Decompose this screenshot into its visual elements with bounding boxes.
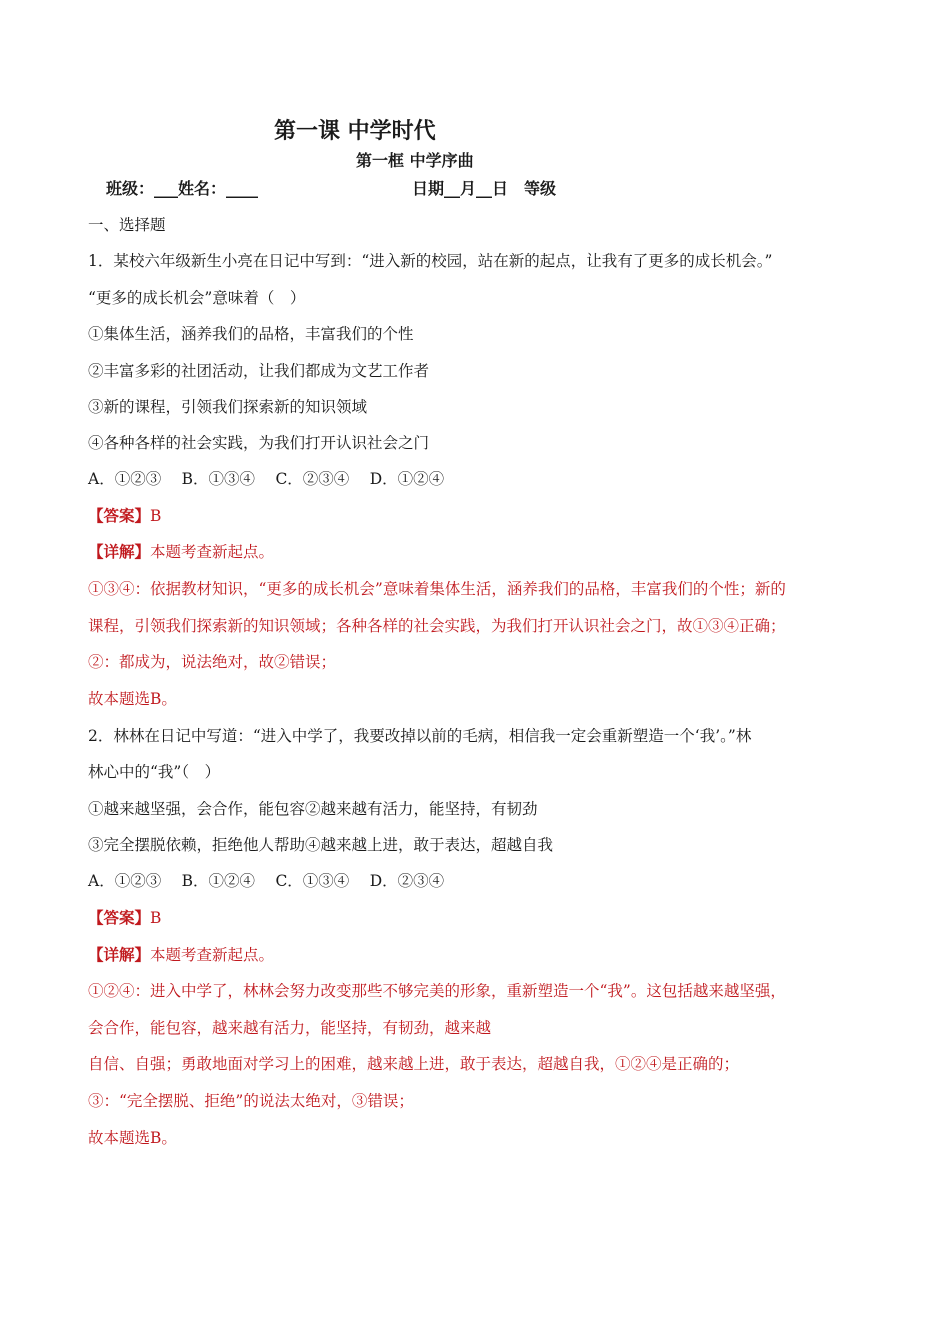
q2-choices: A．①②③ B．①②④ C．①③④ D．②③④ <box>88 872 445 890</box>
q2-explanation-line2: 会合作，能包容，越来越有活力，能坚持，有韧劲，越来越 <box>88 1019 492 1037</box>
q1-explanation-line2: 课程，引领我们探索新的知识领域；各种各样的社会实践，为我们打开认识社会之门，故①③④正确； <box>88 617 786 635</box>
date-grade-line: 日期__月__日 等级 <box>412 179 557 198</box>
q1-detail-tag: 【详解】 <box>88 542 151 561</box>
q1-explanation-line1: ①③④：依据教材知识，“更多的成长机会”意味着集体生活，涵养我们的品格，丰富我们的个性；新的 <box>88 580 786 598</box>
q1-answer <box>88 505 161 527</box>
q1-conclusion: 故本题选B。 <box>88 690 177 708</box>
q1-stem-line2: “更多的成长机会”意味着（ ） <box>88 289 306 307</box>
q2-answer <box>88 907 161 929</box>
q1-option-1: ①集体生活，涵养我们的品格，丰富我们的个性 <box>88 325 414 343</box>
page-title: 第一课 中学时代 <box>274 118 436 144</box>
q1-option-3: ③新的课程，引领我们探索新的知识领域 <box>88 398 368 416</box>
q1-explanation-line3: ②：都成为，说法绝对，故②错误； <box>88 653 337 671</box>
q1-option-2: ②丰富多彩的社团活动，让我们都成为文艺工作者 <box>88 362 430 380</box>
q2-stem-line1: 2．林林在日记中写道：“进入中学了，我要改掉以前的毛病，相信我一定会重新塑造一个‘我’。”林 <box>88 727 752 745</box>
q2-detail <box>88 944 274 966</box>
q2-conclusion: 故本题选B。 <box>88 1129 177 1147</box>
section-heading: 一、选择题 <box>88 216 166 234</box>
q1-answer-value: B <box>150 507 162 525</box>
q2-explanation-line3: 自信、自强；勇敢地面对学习上的困难，越来越上进，敢于表达，超越自我，①②④是正确的； <box>88 1055 740 1073</box>
q1-stem-line1: 1．某校六年级新生小亮在日记中写到：“进入新的校园，站在新的起点，让我有了更多的成长机会。” <box>88 252 773 270</box>
q2-stem-line2: 林心中的“我”（ ） <box>88 763 221 781</box>
q2-answer-tag: 【答案】 <box>88 908 151 927</box>
q2-answer-value: B <box>150 909 162 927</box>
q1-detail <box>88 541 274 563</box>
q2-explanation-line1: ①②④：进入中学了，林林会努力改变那些不够完美的形象，重新塑造一个“我”。这包括越来越坚强， <box>88 982 786 1000</box>
q2-options-3-4: ③完全摆脱依赖，拒绝他人帮助④越来越上进，敢于表达，超越自我 <box>88 836 554 854</box>
class-name-line: 班级：___姓名：____ <box>106 179 259 198</box>
q1-choices: A．①②③ B．①③④ C．②③④ D．①②④ <box>88 470 445 488</box>
page-subtitle: 第一框 中学序曲 <box>356 151 474 170</box>
q2-detail-tag: 【详解】 <box>88 945 151 964</box>
q2-options-1-2: ①越来越坚强，会合作，能包容②越来越有活力，能坚持，有韧劲 <box>88 800 538 818</box>
q1-option-4: ④各种各样的社会实践，为我们打开认识社会之门 <box>88 434 430 452</box>
q2-explanation-line4: ③：“完全摆脱、拒绝”的说法太绝对，③错误； <box>88 1092 414 1110</box>
q1-answer-tag: 【答案】 <box>88 506 151 525</box>
q1-detail-value: 本题考查新起点。 <box>150 543 275 561</box>
q2-detail-value: 本题考查新起点。 <box>150 946 275 964</box>
